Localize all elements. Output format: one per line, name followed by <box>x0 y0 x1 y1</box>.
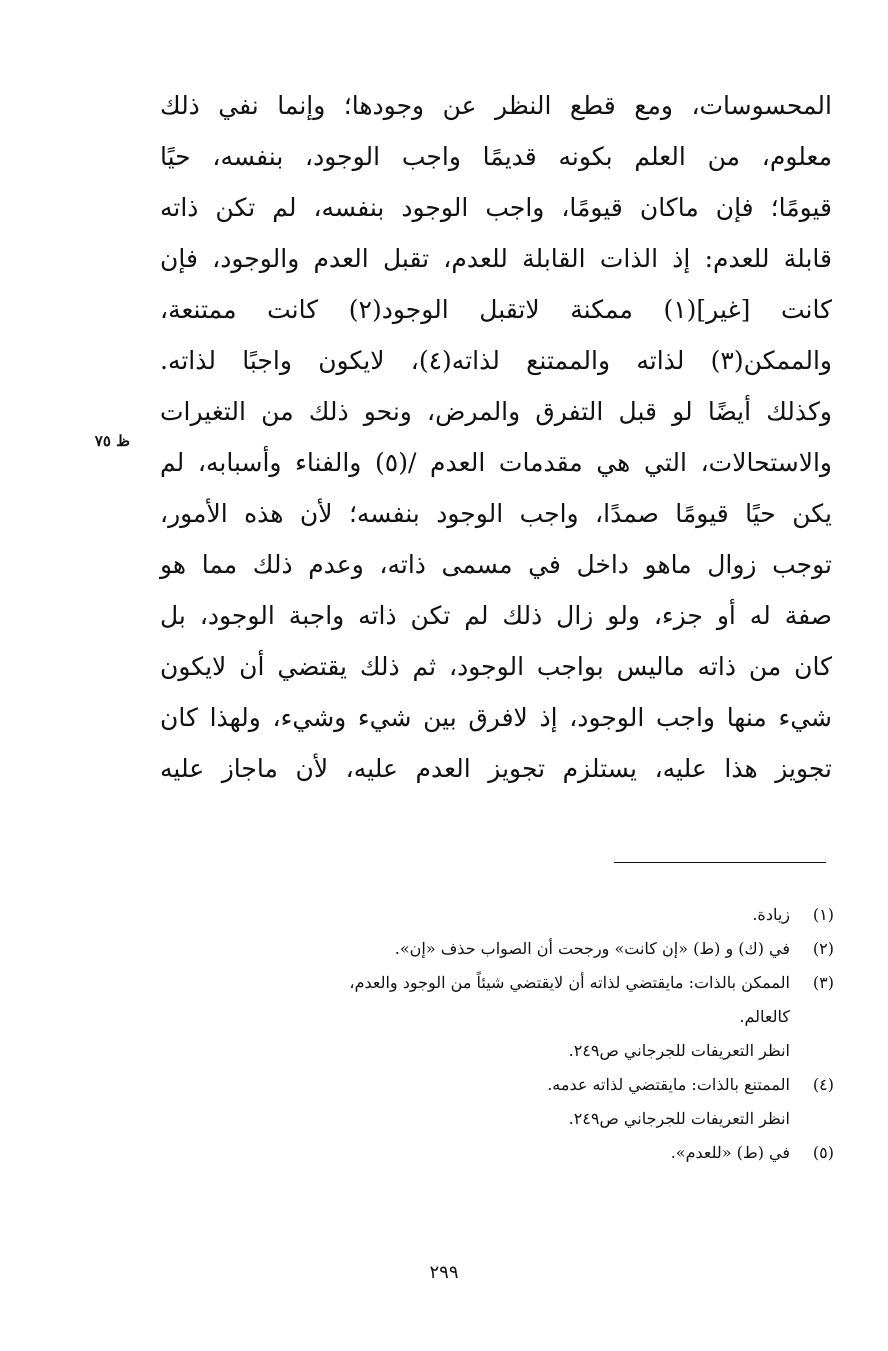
footnote-text: انظر التعريفات للجرجاني ص٢٤٩. <box>568 1041 790 1060</box>
footnote-number: (٥) <box>812 1143 834 1162</box>
text-line: والممكن(٣) لذاته والممتنع لذاته(٤)، لايكون واجبًا لذاته. <box>160 346 832 375</box>
text-line: صفة له أو جزء، ولو زال ذلك لم تكن ذاته واجبة الوجود، بل <box>160 601 832 630</box>
footnote-number: (٢) <box>812 939 834 958</box>
footnote-continuation <box>150 1102 834 1136</box>
text-line: قابلة للعدم: إذ الذات القابلة للعدم، تقبل العدم والوجود، فإن <box>160 244 832 273</box>
text-line: المحسوسات، ومع قطع النظر عن وجودها؛ وإنما نفي ذلك <box>160 91 832 120</box>
text-line: كان من ذاته ماليس بواجب الوجود، ثم ذلك يقتضي أن لايكون <box>160 652 832 681</box>
footnote-text: في (ك) و (ط) «إن كانت» ورجحت أن الصواب حذف «إن». <box>394 939 790 958</box>
footnote-number: (٤) <box>812 1075 834 1094</box>
footnote-continuation <box>150 1000 834 1034</box>
footnote-number: (١) <box>812 905 834 924</box>
footnote-text: كالعالم. <box>739 1007 790 1026</box>
footnote-text: انظر التعريفات للجرجاني ص٢٤٩. <box>568 1109 790 1128</box>
footnote-text: في (ط) «للعدم». <box>670 1143 790 1162</box>
margin-note: ظ ٧٥ <box>94 432 130 450</box>
main-text <box>160 80 832 794</box>
footnote <box>150 898 834 932</box>
footnote-number <box>790 1034 834 1068</box>
footnote-number: (٣) <box>812 973 834 992</box>
footnote <box>150 966 834 1000</box>
footnote <box>150 1068 834 1102</box>
footnote-text: الممكن بالذات: مايقتضي لذاته أن لايقتضي شيئاً من الوجود والعدم، <box>349 973 790 992</box>
footnote-text: الممتنع بالذات: مايقتضي لذاته عدمه. <box>547 1075 790 1094</box>
footnote-number <box>790 1102 834 1136</box>
page-number: ٢٩٩ <box>429 1262 459 1283</box>
text-line: معلوم، من العلم بكونه قديمًا واجب الوجود، بنفسه، حيًا <box>160 142 832 171</box>
text-line: تجويز هذا عليه، يستلزم تجويز العدم عليه، لأن ماجاز عليه <box>160 754 832 783</box>
text-line: يكن حيًا قيومًا صمدًا، واجب الوجود بنفسه؛ لأن هذه الأمور، <box>160 499 832 528</box>
footnotes <box>150 898 834 1170</box>
footnote-text: زيادة. <box>752 905 790 924</box>
footnote-continuation <box>150 1034 834 1068</box>
text-line: قيومًا؛ فإن ماكان قيومًا، واجب الوجود بنفسه، لم تكن ذاته <box>160 193 832 222</box>
footnote-divider <box>614 862 826 863</box>
text-line: وكذلك أيضًا لو قبل التفرق والمرض، ونحو ذلك من التغيرات <box>160 397 832 426</box>
footnote <box>150 1136 834 1170</box>
footnote <box>150 932 834 966</box>
text-line: شيء منها واجب الوجود، إذ لافرق بين شيء وشيء، ولهذا كان <box>160 703 832 732</box>
text-line: كانت [غير](١) ممكنة لاتقبل الوجود(٢) كانت ممتنعة، <box>160 295 832 324</box>
text-line: توجب زوال ماهو داخل في مسمى ذاته، وعدم ذلك مما هو <box>160 550 832 579</box>
text-line: والاستحالات، التي هي مقدمات العدم /(٥) والفناء وأسبابه، لم <box>160 448 832 477</box>
footnote-number <box>790 1000 834 1034</box>
